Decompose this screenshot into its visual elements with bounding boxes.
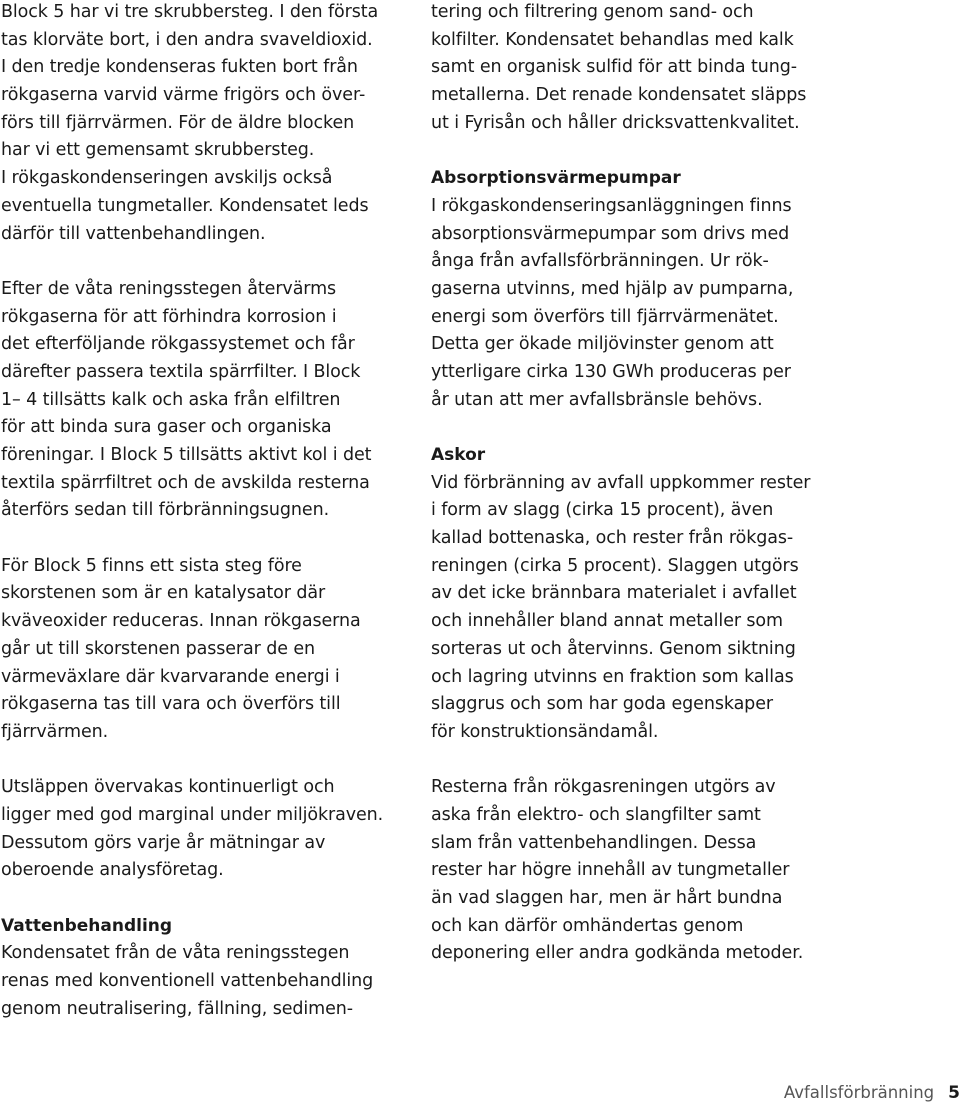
text-line: reningen (cirka 5 procent). Slaggen utgörs [431, 555, 799, 576]
paragraph-resterna [431, 774, 851, 968]
section-heading-absorptionsvarmepumpar: Absorptionsvärmepumpar [431, 168, 681, 189]
text-line: år utan att mer avfallsbränsle behövs. [431, 389, 763, 410]
text-line: kväveoxider reduceras. Innan rökgaserna [1, 611, 361, 632]
text-line: värmeväxlare där kvarvarande energi i [1, 666, 340, 687]
text-line: eventuella tungmetaller. Kondensatet leds [1, 195, 369, 216]
text-line: går ut till skorstenen passerar de en [1, 638, 316, 659]
text-line: absorptionsvärmepumpar som drivs med [431, 223, 790, 244]
section-heading-vattenbehandling: Vattenbehandling [1, 915, 173, 936]
text-line: Efter de våta reningsstegen återvärms [1, 278, 337, 299]
text-line: tering och filtrering genom sand- och [431, 2, 754, 22]
text-line: i form av slagg (cirka 15 procent), även [431, 500, 774, 521]
text-line: ut i Fyrisån och håller dricksvattenkvalitet. [431, 112, 800, 133]
right-column [431, 0, 851, 968]
text-line: För Block 5 finns ett sista steg före [1, 555, 302, 576]
page-footer [784, 1083, 960, 1113]
paragraph-vattenbehandling [1, 940, 416, 1023]
text-line: återförs sedan till förbränningsugnen. [1, 500, 330, 521]
text-line: och lagring utvinns en fraktion som kallas [431, 666, 794, 687]
text-line: I rökgaskondenseringen avskiljs också [1, 168, 333, 189]
text-line: än vad slaggen har, men är hårt bundna [431, 888, 783, 908]
text-line: genom neutralisering, fällning, sedimen- [1, 998, 353, 1019]
text-line: tas klorväte bort, i den andra svaveldioxid. [1, 29, 373, 50]
text-line: 1– 4 tillsätts kalk och aska från elfiltren [1, 389, 341, 410]
text-line: Detta ger ökade miljövinster genom att [431, 334, 774, 355]
text-line: för konstruktionsändamål. [431, 721, 659, 742]
text-line: det efterföljande rökgassystemet och får [1, 334, 355, 355]
text-line: Resterna från rökgasreningen utgörs av [431, 777, 776, 798]
paragraph-atervarms [1, 276, 416, 525]
text-line: gaserna utvinns, med hjälp av pumparna, [431, 278, 794, 299]
paragraph-katalysator [1, 553, 416, 747]
text-line: för att binda sura gaser och organiska [1, 417, 332, 438]
text-line: I den tredje kondenseras fukten bort från [1, 57, 358, 78]
text-line: textila spärrfiltret och de avskilda resterna [1, 472, 370, 493]
paragraph-utslappen [1, 774, 416, 885]
text-line: kolfilter. Kondensatet behandlas med kalk [431, 29, 794, 50]
text-line: oberoende analysföretag. [1, 860, 224, 881]
text-line: rökgaserna tas till vara och överförs till [1, 694, 341, 715]
footer-title: Avfallsförbränning [783, 1083, 935, 1102]
text-line: föreningar. I Block 5 tillsätts aktivt kol i det [1, 445, 372, 465]
text-line: Utsläppen övervakas kontinuerligt och [1, 777, 335, 798]
text-line: och kan därför omhändertas genom [431, 915, 744, 936]
page-number: 5 [948, 1083, 960, 1103]
paragraph-filtrering [431, 0, 851, 137]
text-line: samt en organisk sulfid för att binda tung- [431, 57, 797, 78]
paragraph-skrubbersteg [1, 0, 416, 248]
text-line: Dessutom görs varje år mätningar av [1, 832, 326, 853]
text-line: förs till fjärrvärmen. För de äldre blocken [1, 112, 355, 133]
section-heading-askor: Askor [431, 445, 486, 465]
text-line: kallad bottenaska, och rester från rökgas- [431, 528, 794, 549]
text-line: slaggrus och som har goda egenskaper [431, 694, 773, 715]
text-line: rökgaserna för att förhindra korrosion i [1, 306, 337, 327]
text-line: Block 5 har vi tre skrubbersteg. I den första [1, 2, 379, 22]
text-line: har vi ett gemensamt skrubbersteg. [1, 140, 315, 161]
text-line: och innehåller bland annat metaller som [431, 611, 783, 632]
text-line: energi som överförs till fjärrvärmenätet. [431, 306, 779, 327]
text-line: ånga från avfallsförbränningen. Ur rök- [431, 251, 769, 272]
paragraph-askor [431, 470, 851, 747]
text-line: aska från elektro- och slangfilter samt [431, 804, 761, 825]
text-line: slam från vattenbehandlingen. Dessa [431, 832, 757, 853]
text-line: Vid förbränning av avfall uppkommer rester [431, 472, 811, 493]
text-line: sorteras ut och återvinns. Genom siktning [431, 638, 796, 659]
text-line: metallerna. Det renade kondensatet släpps [431, 85, 807, 106]
text-line: renas med konventionell vattenbehandling [1, 971, 374, 992]
text-line: därför till vattenbehandlingen. [1, 223, 266, 244]
text-line: rester har högre innehåll av tungmetaller [431, 860, 790, 881]
text-line: deponering eller andra godkända metoder. [431, 943, 804, 964]
text-line: rökgaserna varvid värme frigörs och över- [1, 85, 366, 106]
text-line: ytterligare cirka 130 GWh produceras per [431, 361, 791, 382]
text-line: skorstenen som är en katalysator där [1, 583, 326, 604]
text-line: I rökgaskondenseringsanläggningen finns [431, 195, 792, 216]
text-line: ligger med god marginal under miljökraven. [1, 804, 384, 825]
text-line: Kondensatet från de våta reningsstegen [1, 943, 350, 964]
paragraph-absorptionsvarmepumpar [431, 193, 851, 415]
text-line: av det icke brännbara materialet i avfallet [431, 583, 797, 604]
text-line: därefter passera textila spärrfilter. I Block [1, 361, 361, 382]
text-line: fjärrvärmen. [1, 721, 109, 742]
left-column [1, 0, 416, 1023]
